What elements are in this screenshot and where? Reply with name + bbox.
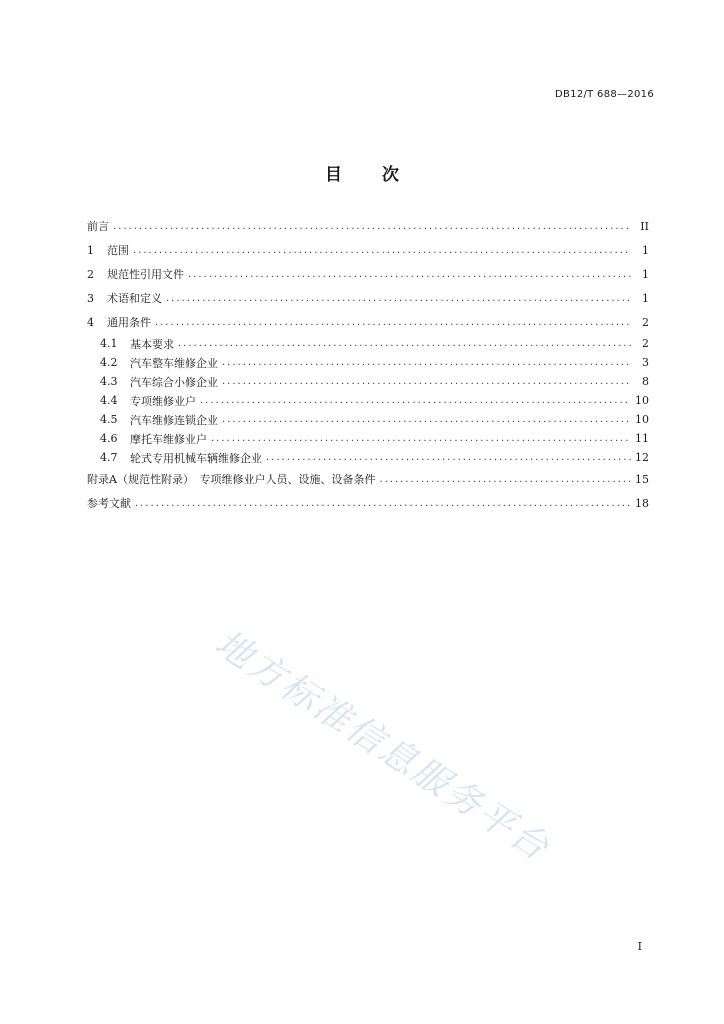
toc-entry-label: 轮式专用机械车辆维修企业 (130, 451, 262, 465)
toc-entry-number: 4.6 (100, 432, 118, 445)
toc-entry[interactable] (87, 467, 649, 491)
toc-entry-number: 4 (87, 315, 94, 329)
toc-entry-number: 4.4 (100, 394, 118, 407)
toc-entry-page: 15 (635, 472, 649, 486)
toc-entry-number: 4.1 (100, 337, 118, 350)
toc-entry-page: 2 (642, 315, 649, 329)
toc-entry-number: 2 (87, 267, 94, 281)
watermark: 地方标准信息服务平台 (207, 622, 558, 870)
toc-entry-number: 4.7 (100, 451, 118, 464)
toc-entry-number: 3 (87, 291, 94, 305)
toc-dot-leader (135, 498, 631, 509)
toc-entry-page: 2 (642, 337, 649, 350)
toc-entry[interactable] (87, 353, 649, 372)
toc-entry[interactable] (87, 372, 649, 391)
toc-entry-label: 汽车维修连锁企业 (130, 413, 218, 427)
toc-entry-label: 汽车整车维修企业 (130, 356, 218, 370)
toc-dot-leader (222, 414, 631, 425)
toc-entry-page: 18 (635, 496, 649, 510)
toc-entry-label: 汽车综合小修企业 (130, 375, 218, 389)
toc-dot-leader (379, 474, 631, 485)
toc-entry-number: 4.2 (100, 356, 118, 369)
toc-entry-label: 摩托车维修业户 (130, 432, 207, 446)
toc-dot-leader (113, 221, 631, 232)
page-number: I (637, 940, 642, 953)
toc-entry-label: 参考文献 (87, 497, 131, 510)
toc-entry-label: 通用条件 (107, 316, 151, 329)
toc-entry[interactable] (87, 286, 649, 310)
toc-entry-number: 1 (87, 243, 94, 257)
toc-dot-leader (222, 376, 631, 387)
toc-entry-number: 4.5 (100, 413, 118, 426)
toc-entry-label: 术语和定义 (107, 292, 162, 305)
toc-entry-page: 11 (635, 432, 649, 445)
toc-entry-label: 规范性引用文件 (107, 268, 184, 281)
toc-dot-leader (222, 357, 631, 368)
toc-entry[interactable] (87, 448, 649, 467)
toc-title-part1: 目 (325, 165, 342, 185)
toc-entry-label: 范围 (107, 244, 129, 257)
toc-dot-leader (266, 452, 631, 463)
toc-dot-leader (166, 293, 631, 304)
toc-entry-number: 4.3 (100, 375, 118, 388)
toc-dot-leader (188, 269, 631, 280)
document-code: DB12/T 688—2016 (555, 89, 654, 100)
table-of-contents (87, 214, 649, 515)
toc-entry[interactable] (87, 214, 649, 238)
toc-entry-page: 3 (642, 356, 649, 369)
toc-dot-leader (178, 338, 631, 349)
toc-entry-page: 1 (642, 243, 649, 257)
toc-entry-page: 10 (635, 394, 649, 407)
toc-dot-leader (211, 433, 631, 444)
toc-entry[interactable] (87, 334, 649, 353)
toc-entry[interactable] (87, 491, 649, 515)
toc-title (0, 160, 724, 185)
toc-entry-page: II (640, 219, 649, 233)
toc-dot-leader (200, 395, 631, 406)
toc-entry[interactable] (87, 262, 649, 286)
toc-entry-page: 12 (635, 451, 649, 464)
toc-entry-label: 专项维修业户 (130, 394, 196, 408)
toc-entry[interactable] (87, 238, 649, 262)
toc-entry-page: 1 (642, 267, 649, 281)
toc-entry[interactable] (87, 391, 649, 410)
toc-entry-label: 前言 (87, 220, 109, 233)
toc-dot-leader (155, 317, 631, 328)
toc-entry[interactable] (87, 429, 649, 448)
toc-dot-leader (133, 245, 631, 256)
toc-entry[interactable] (87, 310, 649, 334)
toc-entry-page: 8 (642, 375, 649, 388)
toc-entry-page: 10 (635, 413, 649, 426)
toc-entry-label: 基本要求 (130, 337, 174, 351)
toc-title-part2: 次 (382, 165, 399, 185)
toc-entry-label: 附录A（规范性附录） 专项维修业户人员、设施、设备条件 (87, 473, 376, 486)
toc-entry[interactable] (87, 410, 649, 429)
toc-entry-page: 1 (642, 291, 649, 305)
